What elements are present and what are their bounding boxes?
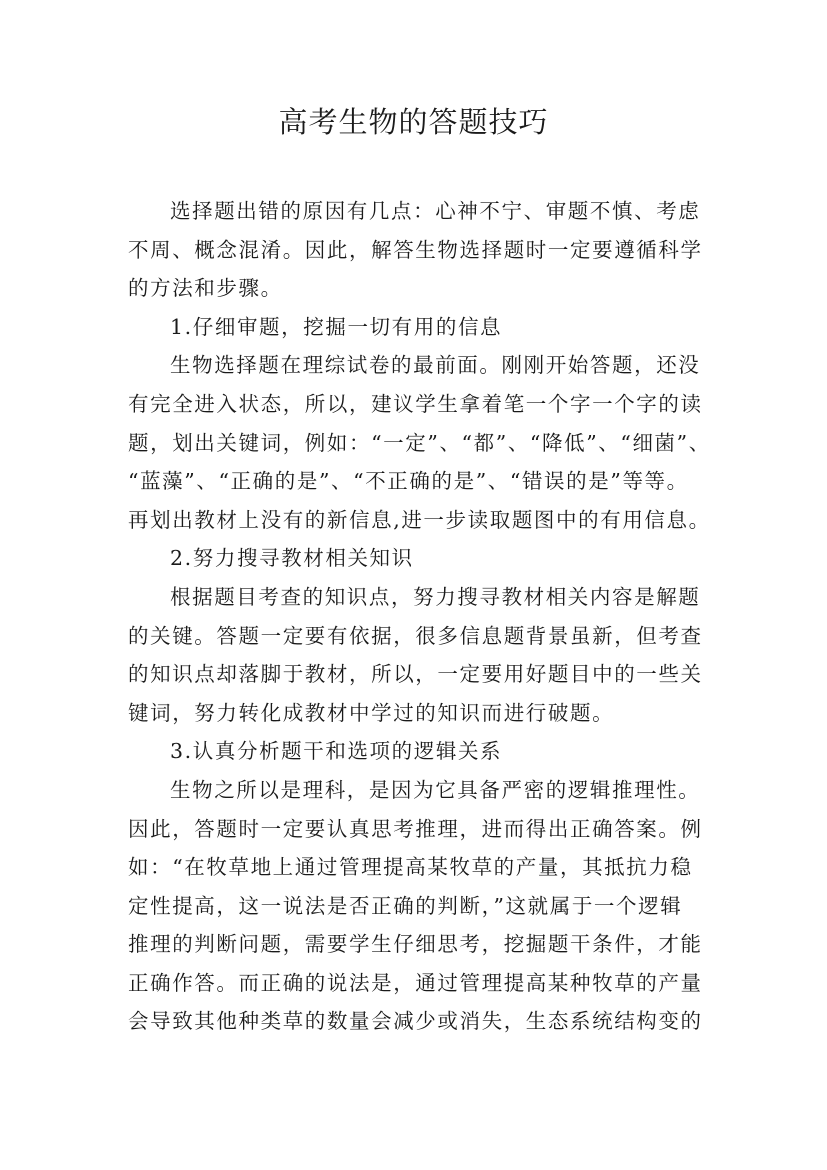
paragraph-line: 有完全进入状态，所以，建议学生拿着笔一个字一个字的读 <box>128 391 703 416</box>
paragraph-line: 推理的判断问题，需要学生仔细思考，挖掘题干条件，才能 <box>128 932 703 957</box>
paragraph-line: 选择题出错的原因有几点：心神不宁、审题不慎、考虑 <box>170 199 701 223</box>
section-heading: 1.仔细审题，挖掘一切有用的信息 <box>170 314 503 339</box>
section-heading: 2.努力搜寻教材相关知识 <box>170 546 414 571</box>
paragraph-line: 不周、概念混淆。因此，解答生物选择题时一定要遵循科学 <box>128 237 703 262</box>
paragraph-line: 根据题目考查的知识点，努力搜寻教材相关内容是解题 <box>170 584 701 609</box>
paragraph-line: 生物选择题在理综试卷的最前面。刚刚开始答题，还没 <box>170 353 701 378</box>
paragraph-line: 的方法和步骤。 <box>128 276 283 301</box>
paragraph-line: 正确作答。而正确的说法是，通过管理提高某种牧草的产量 <box>128 970 703 995</box>
paragraph-line: 生物之所以是理科，是因为它具备严密的逻辑推理性。 <box>170 777 701 802</box>
paragraph-line: 的关键。答题一定要有依据，很多信息题背景虽新，但考查 <box>128 623 703 648</box>
paragraph-line: 再划出教材上没有的新信息,进一步读取题图中的有用信息。 <box>128 507 711 532</box>
paragraph-line: 题，划出关键词，例如：“一定”、“都”、“降低”、“细菌”、 <box>128 430 711 455</box>
paragraph-line: “蓝藻”、“正确的是”、“不正确的是”、“错误的是”等等。 <box>128 469 689 494</box>
paragraph-line: 键词，努力转化成教材中学过的知识而进行破题。 <box>128 700 615 725</box>
paragraph-line: 会导致其他种类草的数量会减少或消失，生态系统结构变的 <box>128 1009 703 1034</box>
paragraph-line: 定性提高，这一说法是否正确的判断，”这就属于一个逻辑 <box>128 893 683 918</box>
document-body <box>128 192 711 1041</box>
paragraph-line: 的知识点却落脚于教材，所以，一定要用好题目中的一些关 <box>128 662 703 687</box>
paragraph-line: 如：“在牧草地上通过管理提高某牧草的产量，其抵抗力稳 <box>128 855 693 880</box>
paragraph-line: 因此，答题时一定要认真思考推理，进而得出正确答案。例 <box>128 816 703 841</box>
section-heading: 3.认真分析题干和选项的逻辑关系 <box>170 739 503 764</box>
document-title: 高考生物的答题技巧 <box>278 105 549 139</box>
